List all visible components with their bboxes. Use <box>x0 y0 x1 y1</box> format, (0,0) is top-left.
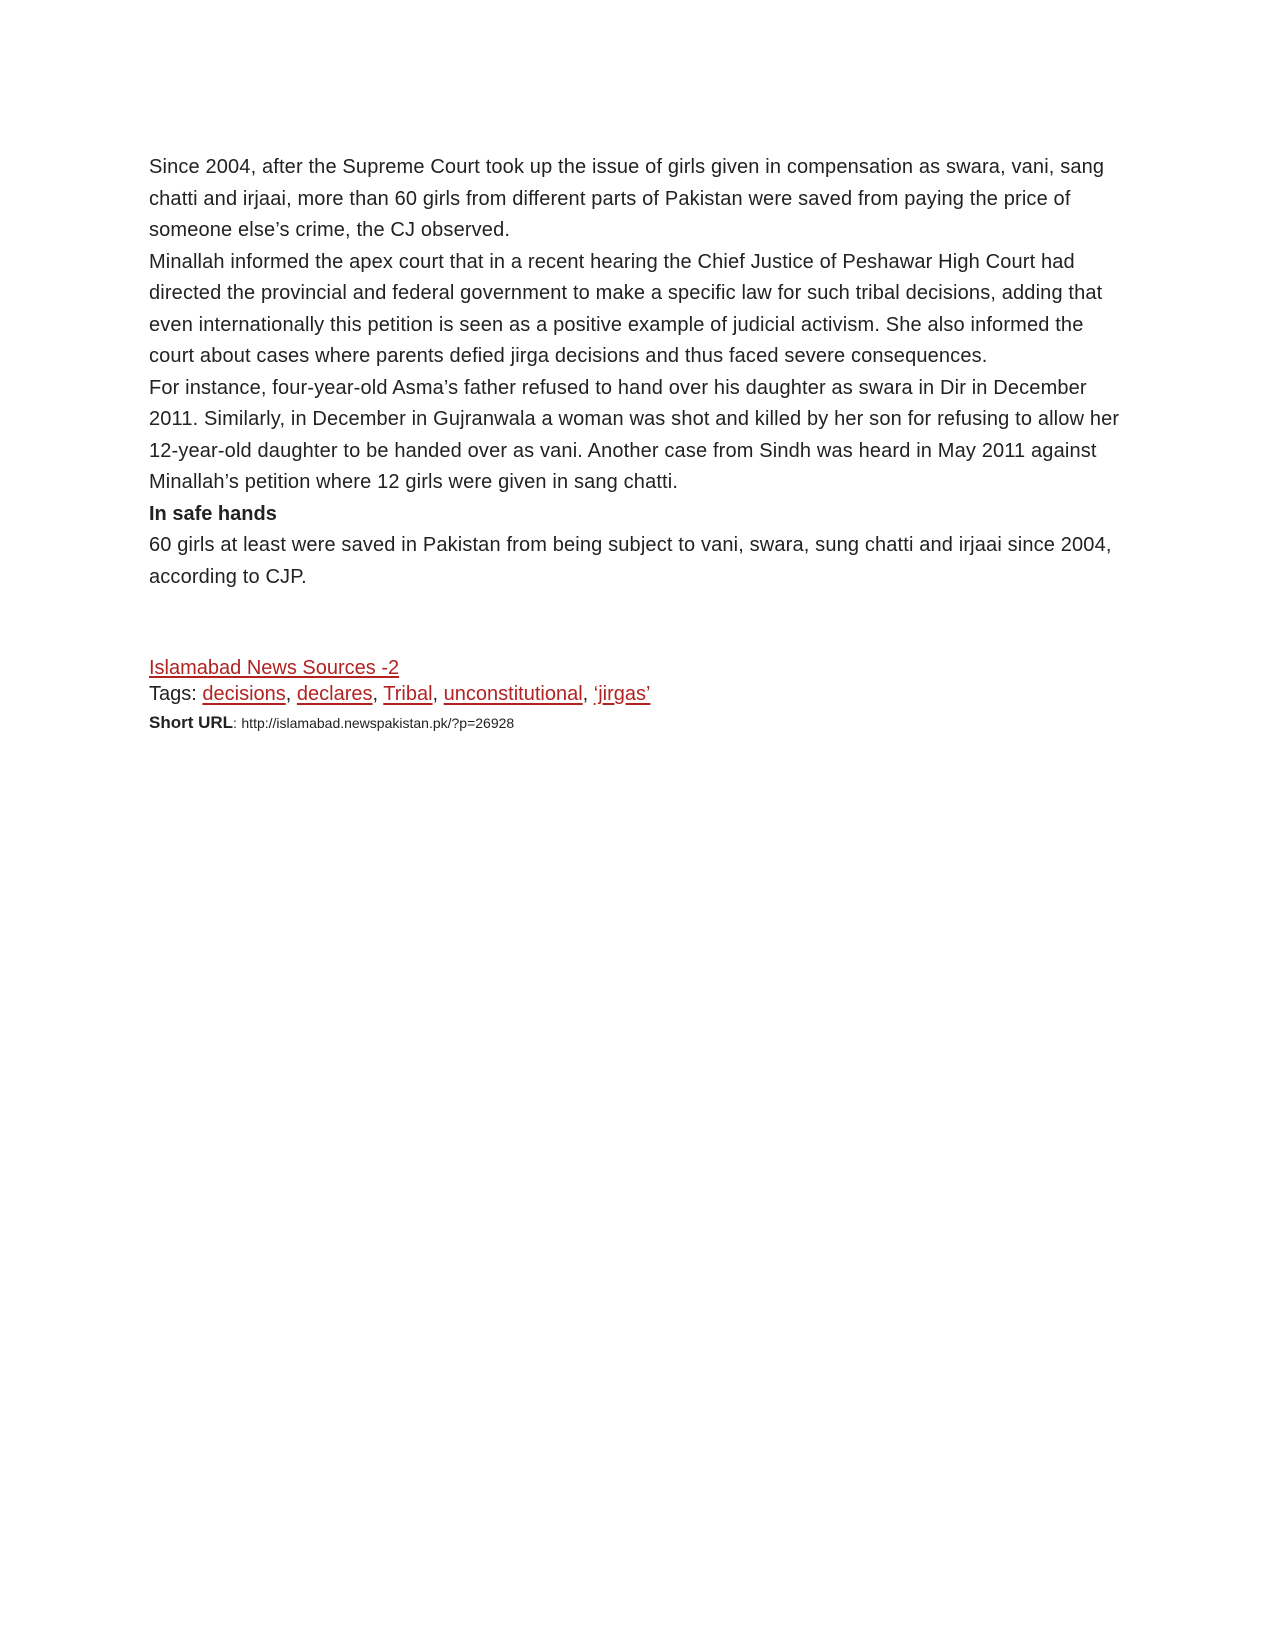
tag-link-unconstitutional[interactable]: unconstitutional <box>443 683 583 705</box>
tag-separator: , <box>582 683 589 705</box>
section-heading: In safe hands <box>149 502 277 525</box>
tag-separator: , <box>432 683 439 705</box>
short-url-line <box>149 711 1134 736</box>
article-page <box>149 152 1134 736</box>
tags-line <box>149 680 1134 708</box>
tag-separator: , <box>285 683 292 705</box>
tag-link-jirgas[interactable]: ‘jirgas’ <box>593 683 651 705</box>
tags-label: Tags: <box>149 683 197 705</box>
article-paragraph-1: Since 2004, after the Supreme Court took up the issue of girls given in compensation as swara, vani, sang chatti and irjaai, more than 60 girls from different parts of Pakistan were saved from paying the price of someone else’s crime, the CJ observed. <box>149 156 1105 241</box>
short-url-colon: : <box>233 715 237 731</box>
article-paragraph-3: For instance, four-year-old Asma’s father refused to hand over his daughter as swara in Dir in December 2011. Similarly, in December in Gujranwala a woman was shot and killed by her son for refusing to allow her 12-year-old daughter to be handed over as vani. Another case from Sindh was heard in May 2011 against Minallah’s petition where 12 girls were given in sang chatti. <box>149 376 1120 493</box>
article-paragraph-2: Minallah informed the apex court that in a recent hearing the Chief Justice of Peshawar High Court had directed the provincial and federal government to make a specific law for such tribal decisions, adding that even internationally this petition is seen as a positive example of judicial activism. She also informed the court about cases where parents defied jirga decisions and thus faced severe consequences. <box>149 250 1103 367</box>
article-closing-paragraph: 60 girls at least were saved in Pakistan from being subject to vani, swara, sung chatti and irjaai since 2004, according to CJP. <box>149 534 1112 588</box>
tag-separator: , <box>372 683 379 705</box>
tag-link-tribal[interactable]: Tribal <box>383 683 433 705</box>
source-link[interactable]: Islamabad News Sources -2 <box>149 657 400 679</box>
spacer <box>149 593 1134 656</box>
short-url-label: Short URL <box>149 713 234 732</box>
short-url-value: http://islamabad.newspakistan.pk/?p=26928 <box>241 715 515 731</box>
tag-link-declares[interactable]: declares <box>296 683 373 705</box>
tag-link-decisions[interactable]: decisions <box>202 683 286 705</box>
